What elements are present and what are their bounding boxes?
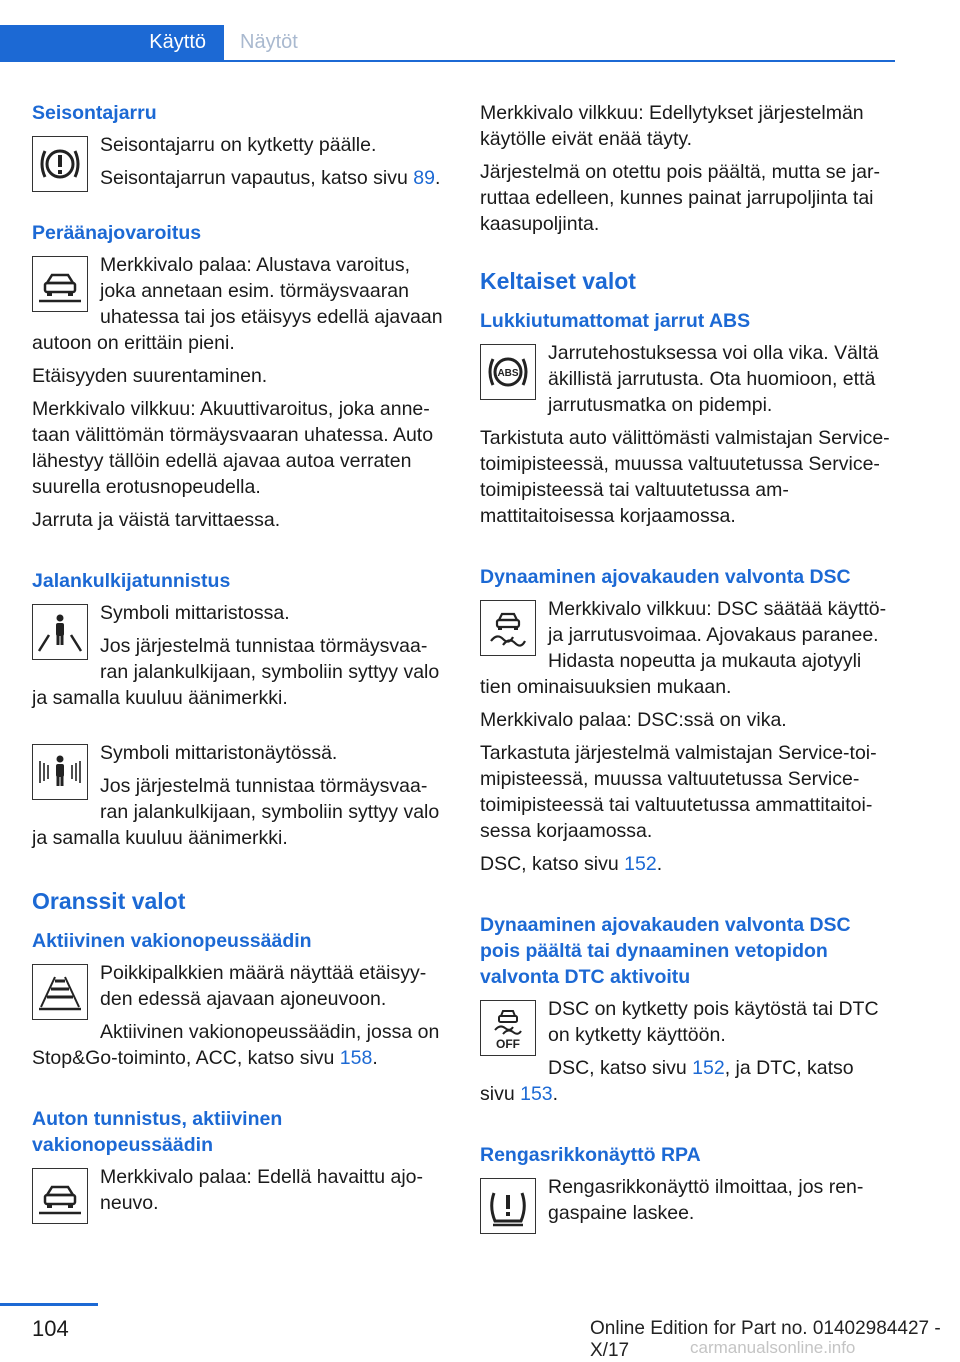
page-link[interactable]: 158 [339,1047,373,1069]
paragraph: Symboli mittaristossa. [100,602,290,624]
section-pedestrian-display [32,740,444,858]
page-link[interactable]: 153 [520,1083,553,1105]
pedestrian-icon [32,604,88,660]
paragraph: Tarkastuta järjestelmä valmistajan Service-toimipisteessä, muussa valtuutetussa Service-toimipisteessä tai valtuutetussa ammattitaitoisessa korjaamossa. [480,742,877,842]
paragraph: DSC, katso sivu 152, ja DTC, katso sivu 153. [480,1057,854,1105]
section-title: Jalankulkijatunnistus [32,570,231,592]
footer-rule [0,1303,98,1306]
dsc-icon [480,600,536,656]
paragraph: Jos järjestelmä tunnistaa törmäysvaaran jalankulkijaan, symboliin syttyy valo ja samalla kuuluu äänimerkki. [32,635,440,709]
section-title: Dynaaminen ajovakauden valvonta DSC [480,566,851,588]
page-link[interactable]: 152 [624,853,657,875]
paragraph: Seisontajarru on kytketty päälle. [100,134,377,156]
cruise-distance-icon [32,964,88,1020]
car-detected-icon [32,1168,88,1224]
svg-text:OFF: OFF [496,1037,520,1051]
header-tabs [0,0,960,62]
paragraph: Merkkivalo palaa: DSC:ssä on vika. [480,709,787,731]
section-title: Aktiivinen vakionopeussäädin [32,930,312,952]
paragraph: Merkkivalo palaa: Edellä havaittu ajoneuvo. [100,1166,424,1214]
section-parking-brake [32,132,444,198]
paragraph: Rengasrikkonäyttö ilmoittaa, jos rengaspaine laskee. [548,1176,864,1224]
pedestrian-sound-icon [32,744,88,800]
section-title: Dynaaminen ajovakauden valvonta DSC pois päältä tai dynaaminen vetopidon valvonta DTC aktivoitu [480,914,851,988]
page-link[interactable]: 89 [413,167,435,189]
heading-orange-lights: Oranssit valot [32,888,186,914]
dsc-off-icon [480,1000,536,1056]
collision-warning-icon [32,256,88,312]
page-number: 104 [32,1316,69,1341]
paragraph: Jos järjestelmä tunnistaa törmäysvaaran jalankulkijaan, symboliin syttyy valo ja samalla kuuluu äänimerkki. [32,775,440,849]
paragraph: Järjestelmä on otettu pois päältä, mutta se jarruttaa edelleen, kunnes painat jarrupoljinta tai kaasupoljinta. [480,161,880,235]
paragraph: DSC, katso sivu 152. [480,853,663,875]
paragraph: Jarruta ja väistä tarvittaessa. [32,509,281,531]
section-title: Peräänajovaroitus [32,222,202,244]
paragraph: Symboli mittaristonäytössä. [100,742,338,764]
tire-pressure-icon [480,1178,536,1234]
section-dsc-off [480,996,892,1114]
abs-icon [480,344,536,400]
section-pedestrian [32,600,444,718]
section-car-detected [32,1164,444,1228]
paragraph: Tarkistuta auto välittömästi valmistajan Service-toimipisteessä, muussa valtuutetussa Service-toimipisteessä tai valtuutetussa ammattitaitoisessa korjaamossa. [480,427,890,527]
paragraph: DSC on kytketty pois käytöstä tai DTC on kytketty käyttöön. [548,998,879,1046]
paragraph: Merkkivalo vilkkuu: DSC säätää käyttö- ja jarrutusvoimaa. Ajovakaus paranee. Hidasta nopeutta ja mukauta ajotyyli tien ominaisuuksien mukaan. [480,598,887,698]
section-abs [480,340,892,536]
section-rpa [480,1174,892,1238]
paragraph: Etäisyyden suurentaminen. [32,365,268,387]
paragraph: Jarrutehostuksessa voi olla vika. Vältä äkillistä jarrutusta. Ota huomioon, että jarrutusmatka on pidempi. [548,342,879,416]
paragraph: Merkkivalo vilkkuu: Edellytykset järjestelmän käytölle eivät enää täyty. [480,102,864,150]
right-column [480,100,892,1238]
paragraph: Merkkivalo palaa: Alustava varoitus, joka annetaan esim. törmäysvaaran uhatessa tai jos etäisyys edellä ajavaan autoon on erittäin pieni. [32,254,443,354]
edition-note: Online Edition for Part no. 01402984427 - X/17 [590,1318,941,1361]
tab-naytot[interactable]: Näytöt [240,31,298,53]
svg-text:ABS: ABS [497,368,519,379]
section-dsc [480,596,892,884]
left-column [32,100,444,1228]
paragraph: Seisontajarrun vapautus, katso sivu 89. [100,167,441,189]
paragraph: Poikkipalkkien määrä näyttää etäisyyden edessä ajavaan ajoneuvoon. [100,962,427,1010]
tab-kaytto[interactable]: Käyttö [0,25,224,60]
section-title: Seisontajarru [32,102,157,124]
heading-yellow-lights: Keltaiset valot [480,268,636,294]
parking-brake-icon [32,136,88,192]
section-collision-warning [32,252,444,540]
paragraph: Merkkivalo vilkkuu: Akuuttivaroitus, joka annetaan välittömän törmäysvaaran uhatessa. Auto lähestyy tällöin edellä ajavaa autoa verraten suurella erotusnopeudella. [32,398,434,498]
section-active-cruise [32,960,444,1078]
watermark: carmanualsonline.info [690,1338,856,1357]
section-title: Auton tunnistus, aktiivinen vakionopeussäädin [32,1108,283,1156]
section-title: Rengasrikkonäyttö RPA [480,1144,701,1166]
section-title: Lukkiutumattomat jarrut ABS [480,310,751,332]
paragraph: Aktiivinen vakionopeussäädin, jossa on Stop&Go-toiminto, ACC, katso sivu 158. [32,1021,440,1069]
page-link[interactable]: 152 [692,1057,725,1079]
header-rule [0,60,895,62]
